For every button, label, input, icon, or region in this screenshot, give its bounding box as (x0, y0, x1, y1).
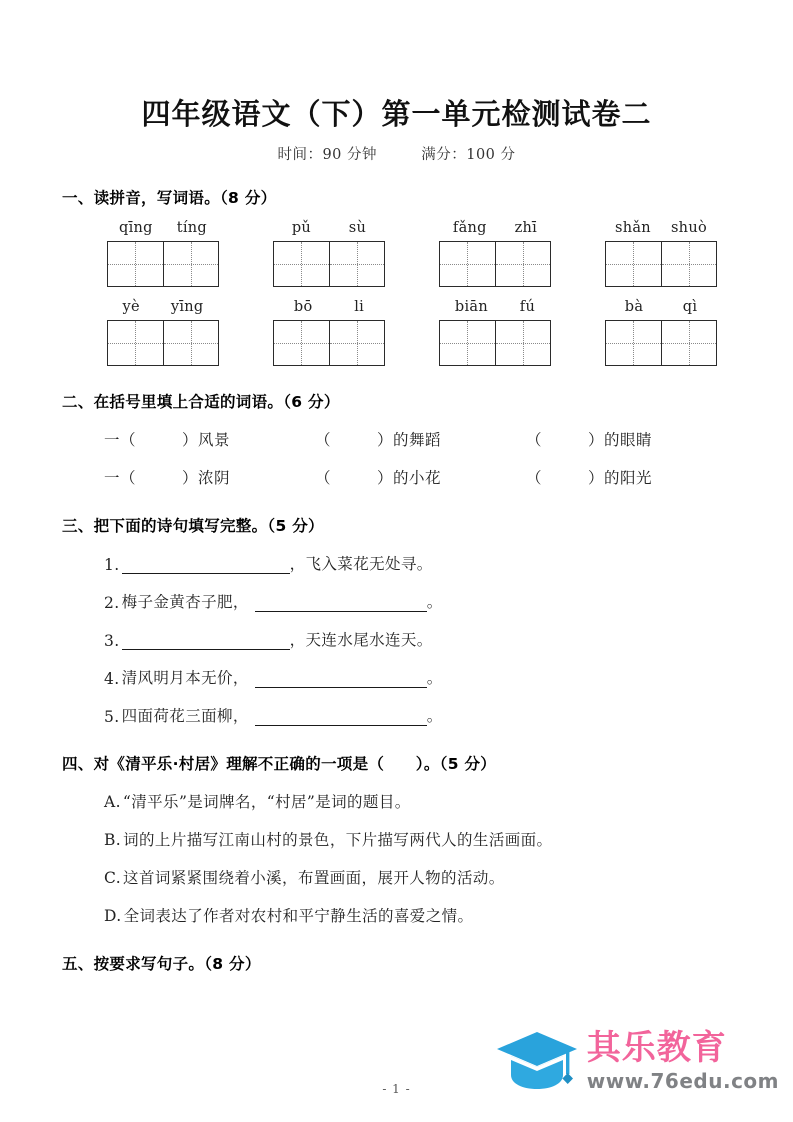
pinyin-row-2 (62, 299, 737, 366)
choice-text: 这首词紧紧围绕着小溪，布置画面，展开人物的活动。 (123, 869, 505, 888)
pinyin-labels (107, 220, 219, 236)
pinyin-labels (273, 220, 385, 236)
poem-blank[interactable] (255, 711, 427, 726)
pinyin-group (273, 299, 385, 366)
tianzige-cell[interactable] (163, 321, 219, 365)
poem-text: ，天连水尾水连天。 (289, 631, 433, 650)
section-four-heading: 四、对《清平乐·村居》理解不正确的一项是（ ）。（5 分） (62, 755, 497, 774)
fill-suffix: ）的舞蹈 (377, 431, 442, 450)
poem-item (62, 704, 737, 726)
exam-meta (0, 143, 793, 164)
section-five-heading: 五、按要求写句子。（8 分） (62, 955, 261, 974)
poem-blank[interactable] (122, 635, 290, 650)
word-fill-item[interactable] (526, 466, 737, 488)
pinyin-group (605, 220, 717, 287)
poem-text: 清风明月本无价， (121, 669, 249, 688)
pinyin-syllable: yīng (170, 299, 204, 316)
fill-prefix: （ (526, 431, 543, 450)
tianzige-grid[interactable] (273, 241, 385, 287)
tianzige-cell[interactable] (274, 321, 329, 365)
poem-number: 1. (104, 556, 120, 575)
pinyin-group (107, 299, 219, 366)
choice-text: 全词表达了作者对农村和平宁静生活的喜爱之情。 (123, 907, 474, 926)
poem-blank[interactable] (122, 559, 290, 574)
pinyin-syllable: qì (682, 299, 698, 316)
choice-letter: D. (104, 907, 122, 926)
fill-prefix: 一（ (104, 469, 137, 488)
choice-option-b[interactable] (62, 828, 737, 850)
pinyin-group (605, 299, 717, 366)
tianzige-cell[interactable] (163, 242, 219, 286)
poem-blank[interactable] (255, 597, 427, 612)
tianzige-grid[interactable] (107, 241, 219, 287)
poem-item (62, 590, 737, 612)
choice-letter: A. (104, 793, 121, 812)
word-fill-item[interactable] (526, 428, 737, 450)
tianzige-grid[interactable] (107, 320, 219, 366)
pinyin-group (439, 220, 551, 287)
tianzige-cell[interactable] (329, 321, 385, 365)
pinyin-group (273, 220, 385, 287)
pinyin-syllable: yè (122, 299, 140, 316)
fill-prefix: 一（ (104, 431, 137, 450)
title-block (0, 0, 793, 164)
poem-text: ，飞入菜花无处寻。 (289, 555, 433, 574)
fill-prefix: （ (315, 469, 332, 488)
pinyin-labels (605, 299, 717, 315)
pinyin-syllable: tíng (176, 220, 207, 237)
word-fill-item[interactable] (315, 428, 526, 450)
tianzige-grid[interactable] (439, 320, 551, 366)
poem-number: 5. (104, 708, 120, 727)
pinyin-syllable: bà (624, 299, 644, 316)
poem-item (62, 666, 737, 688)
tianzige-grid[interactable] (605, 320, 717, 366)
pinyin-labels (439, 299, 551, 315)
word-fill-row (62, 428, 737, 450)
poem-number: 3. (104, 632, 120, 651)
word-fill-item[interactable] (315, 466, 526, 488)
choice-option-a[interactable] (62, 790, 737, 812)
tianzige-cell[interactable] (606, 321, 661, 365)
tianzige-cell[interactable] (108, 242, 163, 286)
word-fill-item[interactable] (104, 428, 315, 450)
fill-prefix: （ (315, 431, 332, 450)
brand-logo (495, 1028, 779, 1094)
tianzige-cell[interactable] (108, 321, 163, 365)
pinyin-syllable: biān (454, 299, 488, 316)
fill-suffix: ）浓阴 (182, 469, 231, 488)
section-four (62, 752, 737, 926)
pinyin-group (439, 299, 551, 366)
section-three-heading: 三、把下面的诗句填写完整。（5 分） (62, 517, 324, 536)
pinyin-syllable: shuò (670, 220, 707, 237)
graduation-cap-icon (495, 1028, 579, 1094)
choice-letter: C. (104, 869, 122, 888)
tianzige-grid[interactable] (439, 241, 551, 287)
choice-text: 词的上片描写江南山村的景色，下片描写两代人的生活画面。 (123, 831, 553, 850)
pinyin-syllable: qīng (118, 220, 153, 237)
poem-punct: 。 (426, 669, 443, 688)
pinyin-labels (605, 220, 717, 236)
poem-item (62, 552, 737, 574)
poem-number: 4. (104, 670, 120, 689)
tianzige-cell[interactable] (661, 321, 717, 365)
pinyin-syllable: fǎng (452, 220, 487, 237)
pinyin-syllable: sù (348, 220, 367, 237)
tianzige-cell[interactable] (606, 242, 661, 286)
pinyin-syllable: fú (519, 299, 536, 316)
word-fill-item[interactable] (104, 466, 315, 488)
section-three (62, 514, 737, 726)
choice-letter: B. (104, 831, 122, 850)
tianzige-grid[interactable] (273, 320, 385, 366)
pinyin-group (107, 220, 219, 287)
brand-name: 其乐教育 (586, 1028, 727, 1068)
section-two (62, 390, 737, 488)
section-one-heading: 一、读拼音，写词语。（8 分） (62, 189, 277, 208)
poem-text: 四面荷花三面柳， (121, 707, 249, 726)
poem-punct: 。 (426, 707, 443, 726)
pinyin-labels (107, 299, 219, 315)
section-one (62, 186, 737, 366)
tianzige-cell[interactable] (274, 242, 329, 286)
fill-suffix: ）的小花 (377, 469, 442, 488)
tianzige-cell[interactable] (440, 242, 495, 286)
tianzige-grid[interactable] (605, 241, 717, 287)
time-limit: 时间：90 分钟 (277, 147, 378, 164)
section-five (62, 952, 737, 974)
tianzige-cell[interactable] (495, 321, 551, 365)
fill-prefix: （ (526, 469, 543, 488)
tianzige-cell[interactable] (440, 321, 495, 365)
poem-text: 梅子金黄杏子肥， (121, 593, 249, 612)
page-number: - 1 - (382, 1082, 411, 1096)
tianzige-cell[interactable] (495, 242, 551, 286)
pinyin-labels (273, 299, 385, 315)
fill-suffix: ）风景 (182, 431, 231, 450)
choice-text: “清平乐”是词牌名，“村居”是词的题目。 (122, 793, 411, 812)
section-two-heading: 二、在括号里填上合适的词语。（6 分） (62, 393, 340, 412)
pinyin-syllable: shǎn (614, 220, 651, 237)
tianzige-cell[interactable] (329, 242, 385, 286)
page-title: 四年级语文（下）第一单元检测试卷二 (141, 97, 652, 131)
poem-punct: 。 (426, 593, 443, 612)
pinyin-row-1 (62, 220, 737, 287)
pinyin-syllable: li (354, 299, 365, 316)
tianzige-cell[interactable] (661, 242, 717, 286)
pinyin-syllable: bō (293, 299, 313, 316)
poem-number: 2. (104, 594, 120, 613)
choice-option-c[interactable] (62, 866, 737, 888)
brand-url: www.76edu.com (586, 1069, 779, 1093)
fill-suffix: ）的眼睛 (588, 431, 653, 450)
pinyin-labels (439, 220, 551, 236)
total-score: 满分：100 分 (421, 147, 516, 164)
logo-text (586, 1028, 779, 1093)
pinyin-syllable: pǔ (291, 220, 312, 237)
pinyin-syllable: zhī (514, 220, 538, 237)
choice-option-d[interactable] (62, 904, 737, 926)
poem-item (62, 628, 737, 650)
poem-blank[interactable] (255, 673, 427, 688)
fill-suffix: ）的阳光 (588, 469, 653, 488)
word-fill-row (62, 466, 737, 488)
